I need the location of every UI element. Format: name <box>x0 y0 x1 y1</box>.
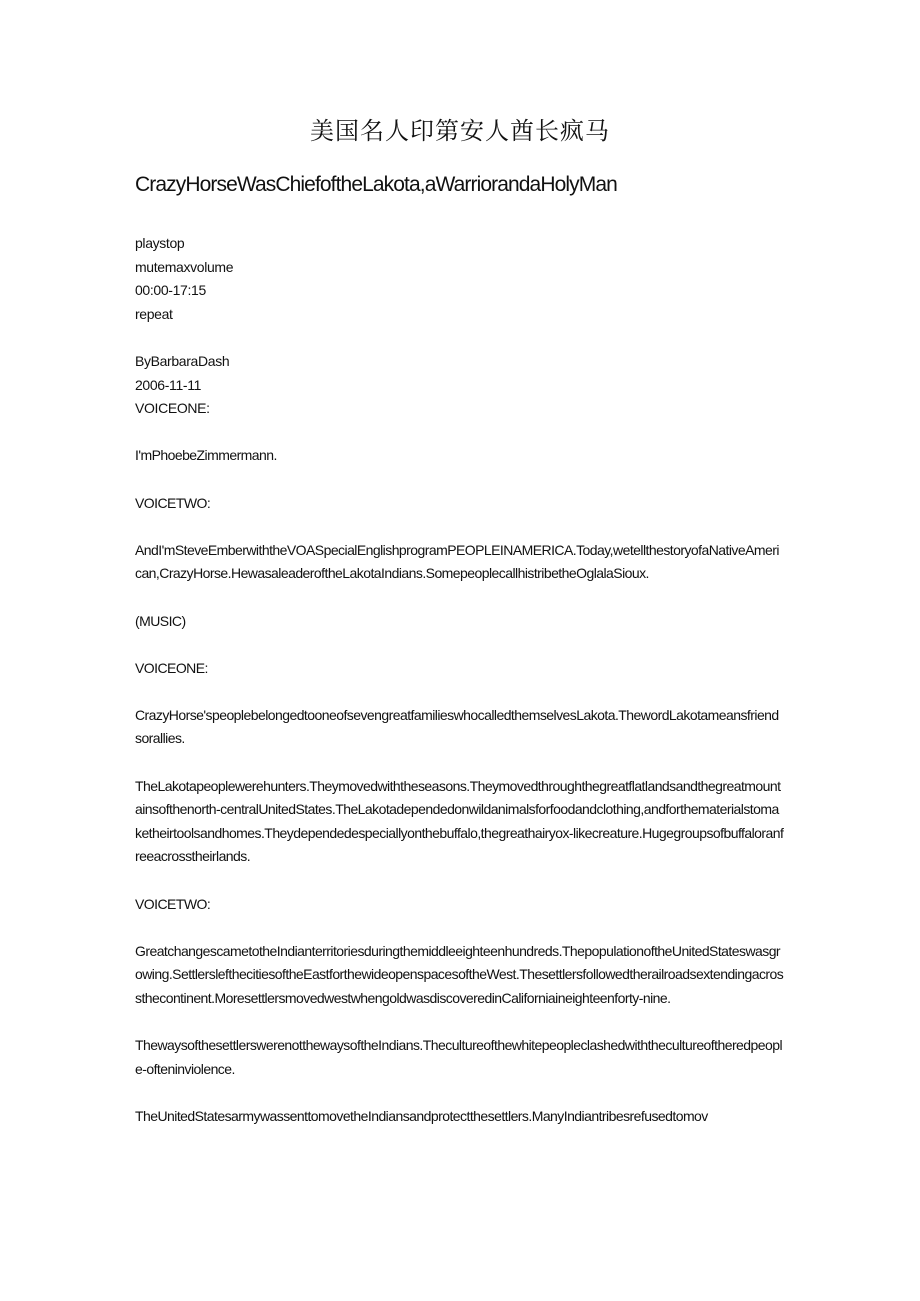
chinese-title: 美国名人印第安人酋长疯马 <box>310 117 610 145</box>
article-body <box>135 232 785 1152</box>
speaker-label: VOICETWO: <box>135 494 211 511</box>
paragraph: I'mPhoebeZimmermann. <box>135 447 277 464</box>
speaker-label: VOICEONE: <box>135 659 208 676</box>
play-stop-control[interactable]: playstop <box>135 235 185 251</box>
byline: ByBarbaraDash <box>135 352 230 369</box>
paragraph: TheUnitedStatesarmywassenttomovetheIndiansandprotectthesettlers.ManyIndiantribesrefusedtomov <box>135 1107 708 1124</box>
repeat-control[interactable]: repeat <box>135 305 173 322</box>
paragraph: TheLakotapeoplewerehunters.Theymovedwiththeseasons.Theymovedthroughthegreatflatlandsandthegreatmountainsofthenorth-centralUnitedStates.TheLakotadependedonwildanimalsforfoodandclothing,andforthematerialstomaketheirtoolsandhomes.Theydependedespeciallyonthebuffalo,thegreathairyox-likecreature.Hugegroupsofbuffaloranfreeacrosstheirlands. <box>135 777 784 865</box>
paragraph: CrazyHorse'speoplebelongedtooneofsevengreatfamilieswhocalledthemselvesLakota.ThewordLakotameansfriendsorallies. <box>135 706 779 747</box>
paragraph: AndI'mSteveEmberwiththeVOASpecialEnglishprogramPEOPLEINAMERICA.Today,wetellthestoryofaNativeAmerican,CrazyHorse.HewasaleaderoftheLakotaIndians.SomepeoplecallhistribetheOglalaSioux. <box>135 541 779 582</box>
volume-control[interactable]: mutemaxvolume <box>135 258 234 275</box>
english-title: CrazyHorseWasChiefoftheLakota,aWarriorandaHolyMan <box>135 173 617 196</box>
time-readout: 00:00-17:15 <box>135 282 206 299</box>
speaker-label: VOICEONE: <box>135 400 210 417</box>
speaker-label: VOICETWO: <box>135 895 211 912</box>
paragraph: GreatchangescametotheIndianterritoriesduringthemiddleeighteenhundreds.ThepopulationoftheUnitedStateswasgrowing.SettlerslefthecitiesoftheEastforthewideopenspacesoftheWest.Thesettlersfollowedtherailroadsextendingacrossthecontinent.MoresettlersmovedwestwhengoldwasdiscoveredinCaliforniaineighteenforty-nine. <box>135 942 784 1006</box>
publish-date: 2006-11-11 <box>135 376 202 393</box>
paragraph: (MUSIC) <box>135 612 186 629</box>
spacer <box>135 326 785 350</box>
paragraph: ThewaysofthesettlerswerenotthewaysoftheIndians.Thecultureofthewhitepeopleclashedwiththecultureoftheredpeople-ofteninviolence. <box>135 1037 783 1077</box>
